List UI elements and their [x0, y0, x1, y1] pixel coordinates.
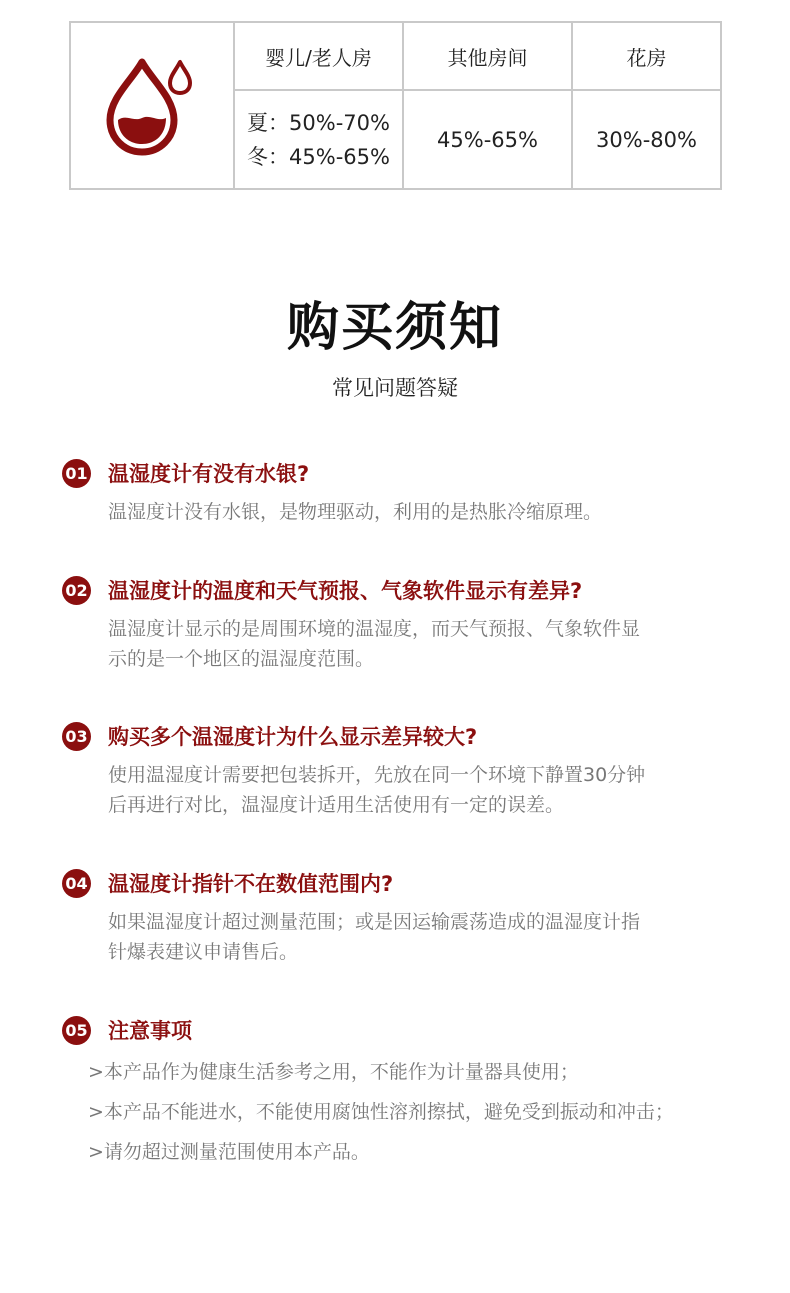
- faq-number-badge: 03: [62, 722, 91, 751]
- header-other-rooms: 其他房间: [403, 22, 572, 90]
- faq-answer-line: 使用温湿度计需要把包装拆开，先放在同一个环境下静置30分钟: [108, 764, 646, 786]
- faq-answer-line: 后再进行对比，温湿度计适用生活使用有一定的误差。: [108, 794, 565, 816]
- faq-answer: [108, 760, 738, 820]
- faq-number-badge: 01: [62, 459, 91, 488]
- value-other-rooms: 45%-65%: [403, 90, 572, 189]
- water-drop-icon: [104, 56, 200, 156]
- faq-number-badge: 02: [62, 576, 91, 605]
- notice-list: [88, 1052, 768, 1172]
- notice-item: >本产品作为健康生活参考之用，不能作为计量器具使用；: [88, 1061, 579, 1083]
- faq-question: 温湿度计指针不在数值范围内?: [108, 872, 394, 896]
- icon-cell: [70, 22, 234, 189]
- humidity-table: [69, 21, 722, 190]
- faq-answer: [108, 907, 738, 967]
- value-baby-elder: [234, 90, 403, 189]
- faq-answer: [108, 497, 738, 527]
- faq-answer-line: 温湿度计没有水银，是物理驱动，利用的是热胀冷缩原理。: [108, 501, 603, 523]
- section-title: 购买须知: [286, 298, 503, 358]
- header-baby-elder: 婴儿/老人房: [234, 22, 403, 90]
- faq-number-badge: 05: [62, 1016, 91, 1045]
- winter-range: 冬：45%-65%: [247, 144, 390, 169]
- faq-question: 注意事项: [108, 1019, 192, 1043]
- faq-answer-line: 示的是一个地区的温湿度范围。: [108, 648, 375, 670]
- value-greenhouse: 30%-80%: [572, 90, 721, 189]
- summer-range: 夏：50%-70%: [247, 110, 390, 135]
- faq-number-badge: 04: [62, 869, 91, 898]
- header-greenhouse: 花房: [572, 22, 721, 90]
- faq-answer-line: 温湿度计显示的是周围环境的温湿度，而天气预报、气象软件显: [108, 618, 641, 640]
- faq-question: 温湿度计有没有水银?: [108, 462, 310, 486]
- notice-item: >本产品不能进水，不能使用腐蚀性溶剂擦拭，避免受到振动和冲击；: [88, 1101, 674, 1123]
- faq-question: 温湿度计的温度和天气预报、气象软件显示有差异?: [108, 579, 583, 603]
- faq-question: 购买多个温湿度计为什么显示差异较大?: [108, 725, 478, 749]
- notice-item: >请勿超过测量范围使用本产品。: [88, 1141, 370, 1163]
- faq-answer: [108, 614, 738, 674]
- faq-answer-line: 如果温湿度计超过测量范围；或是因运输震荡造成的温湿度计指: [108, 911, 641, 933]
- section-subtitle: 常见问题答疑: [332, 376, 458, 400]
- faq-answer-line: 针爆表建议申请售后。: [108, 941, 299, 963]
